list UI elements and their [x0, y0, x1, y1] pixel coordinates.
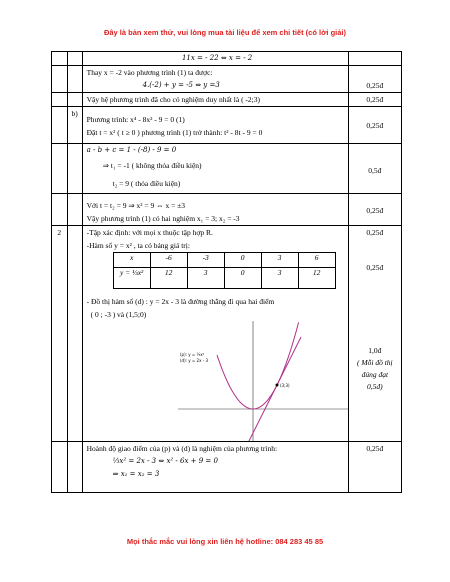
part-b-label: b)	[71, 109, 78, 118]
eq-line: 11x = - 22 ⇔ x = - 2	[181, 54, 253, 62]
part-b-final: Vậy phương trình (1) có hai nghiệm x₁ = 3; x₂ = -3	[86, 214, 240, 223]
part-b-solve-cell	[82, 144, 348, 194]
cell-empty	[52, 52, 68, 66]
table-y-cell: 3	[261, 268, 298, 289]
part-b-t1: ⇒ t₁ = -1 ( không thỏa điều kiện)	[102, 161, 202, 170]
legend-parabola: (p): y = ⅓x²	[179, 352, 204, 357]
table-x-cell: -6	[150, 253, 187, 268]
line-d	[245, 337, 301, 441]
points: 0,5đ	[368, 166, 382, 175]
question-number-cell	[52, 226, 68, 442]
cell-empty	[348, 52, 401, 66]
points: 0,25đ	[366, 444, 384, 453]
q2-intersect: Hoành độ giao điểm của (p) và (d) là nghiệm của phương trình:	[86, 444, 278, 453]
points: 0,25đ	[366, 228, 384, 237]
eq-line-cell	[82, 52, 348, 66]
points: 0,25đ	[366, 95, 384, 104]
cell-empty	[67, 52, 82, 66]
graph	[178, 321, 348, 441]
q2-intersect-cell	[82, 442, 348, 493]
points-cell	[348, 144, 401, 194]
question-number: 2	[57, 228, 62, 237]
graph-note: ( Mỗi đồ thị đúng đạt 0,5đ)	[356, 358, 393, 391]
result-text: 4.(-2) + y = -5 ⇔ y =3	[142, 81, 220, 89]
intersection-label: (3;3)	[279, 383, 290, 388]
cell-empty	[67, 66, 82, 93]
points-cell	[348, 442, 401, 493]
substitute-cell	[82, 66, 348, 93]
q2-line-points: ( 0 ; -3 ) và (1,5;0)	[90, 310, 147, 319]
table-y-cell: 3	[187, 268, 224, 289]
footer-notice: Mọi thắc mắc vui lòng xin liên hệ hotline: 084 283 45 85	[126, 537, 324, 546]
cell-empty	[52, 66, 68, 93]
substitute-text: Thay x = -2 vào phương trình (1) ta được:	[86, 68, 213, 77]
points: 0,25đ	[366, 263, 384, 272]
cell-empty	[67, 226, 82, 442]
part-b-t2: t₂ = 9 ( thỏa điều kiện)	[112, 179, 181, 188]
points: 0,25đ	[366, 81, 384, 90]
part-b-set: Đặt t = x² ( t ≥ 0 ) phương trình (1) trở thành: t² - 8t - 9 = 0	[86, 128, 263, 137]
answer-table	[51, 51, 402, 493]
part-b-eq: Phương trình: x⁴ - 8x² - 9 = 0 (1)	[86, 115, 185, 124]
graph-points: 1,0đ	[368, 346, 382, 355]
q2-func: -Hàm số y = x² , ta có bảng giá trị:	[86, 241, 190, 250]
part-b-eq-cell	[82, 107, 348, 144]
q2-intersect-eq: ⅓x² = 2x - 3 ⇔ x² - 6x + 9 = 0	[112, 457, 218, 465]
q2-domain: -Tập xác định: với mọi x thuộc tập hợp R.	[86, 228, 213, 237]
cell-empty	[67, 194, 82, 226]
table-x-cell: -3	[187, 253, 224, 268]
table-y-cell: 12	[150, 268, 187, 289]
q2-line-desc: - Đồ thị hàm số (d) : y = 2x - 3 là đường thẳng đi qua hai điểm	[86, 297, 275, 306]
points: 0,25đ	[366, 121, 384, 130]
table-x-label: x	[113, 253, 150, 268]
part-b-final-cell	[82, 194, 348, 226]
points-cell	[348, 194, 401, 226]
table-y-cell: 12	[298, 268, 335, 289]
cell-empty	[67, 93, 82, 107]
conclusion-cell	[82, 93, 348, 107]
header-notice: Đây là bản xem thử, vui lòng mua tài liệu để xem chi tiết (có lời giải)	[103, 28, 347, 37]
part-b-check: a - b + c = 1 - (-8) - 9 = 0	[86, 146, 177, 154]
points-cell	[348, 107, 401, 144]
table-y-cell: 0	[224, 268, 261, 289]
conclusion-text: Vậy hệ phương trình đã cho có nghiệm duy nhất là ( -2;3)	[86, 95, 261, 104]
table-x-cell: 0	[224, 253, 261, 268]
q2-main-cell	[82, 226, 348, 442]
part-b-label-cell	[67, 107, 82, 144]
part-b-with: Với t = t₂ = 9 ⇒ x² = 9 ⇔ x = ±3	[86, 201, 186, 210]
table-x-cell: 6	[298, 253, 335, 268]
intersection-point	[275, 384, 278, 387]
legend-line: (d): y = 2x - 3	[179, 358, 208, 363]
cell-empty	[52, 107, 68, 144]
points-cell	[348, 66, 401, 93]
cell-empty	[52, 144, 68, 194]
value-table	[113, 252, 336, 289]
cell-empty	[67, 442, 82, 493]
q2-intersect-sol: ⇒ x₁ = x₂ = 3	[112, 470, 160, 478]
points-cell	[348, 93, 401, 107]
cell-empty	[52, 93, 68, 107]
points: 0,25đ	[366, 206, 384, 215]
cell-empty	[52, 194, 68, 226]
cell-empty	[52, 442, 68, 493]
table-x-cell: 3	[261, 253, 298, 268]
cell-empty	[67, 144, 82, 194]
q2-points-cell	[348, 226, 401, 442]
table-y-label: y = ⅓x²	[113, 268, 150, 289]
